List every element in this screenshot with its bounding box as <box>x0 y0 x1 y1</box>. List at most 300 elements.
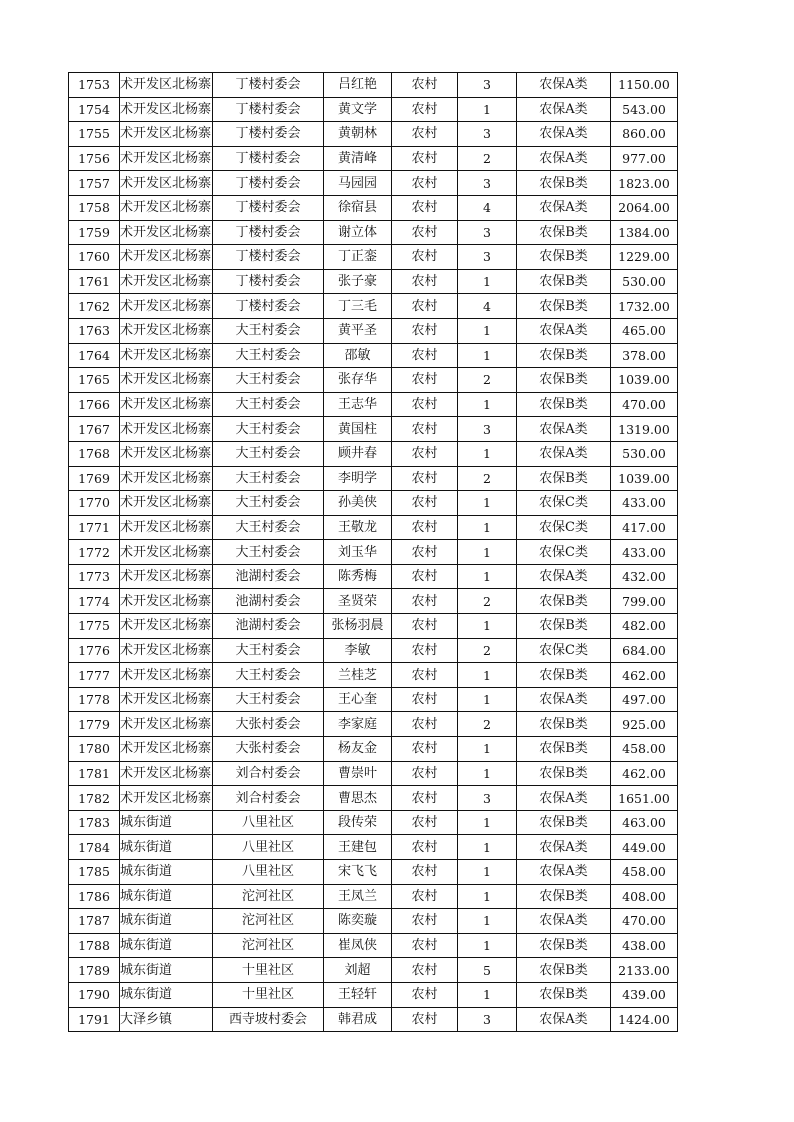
table-row <box>69 146 678 171</box>
cell-town: 术开发区北杨寨 <box>120 441 213 466</box>
cell-town: 大泽乡镇 <box>120 1007 213 1032</box>
cell-category: 农保A类 <box>517 146 611 171</box>
cell-amount: 543.00 <box>611 97 678 122</box>
cell-amount: 1823.00 <box>611 171 678 196</box>
cell-index: 1778 <box>69 687 120 712</box>
table-row <box>69 220 678 245</box>
cell-index: 1789 <box>69 958 120 983</box>
table-row <box>69 737 678 762</box>
cell-category: 农保B类 <box>517 810 611 835</box>
cell-village: 刘合村委会 <box>213 786 324 811</box>
cell-town: 术开发区北杨寨 <box>120 146 213 171</box>
cell-village: 大王村委会 <box>213 491 324 516</box>
cell-town: 术开发区北杨寨 <box>120 417 213 442</box>
cell-index: 1790 <box>69 982 120 1007</box>
cell-index: 1791 <box>69 1007 120 1032</box>
cell-category: 农保A类 <box>517 909 611 934</box>
cell-index: 1765 <box>69 368 120 393</box>
cell-index: 1764 <box>69 343 120 368</box>
cell-category: 农保A类 <box>517 417 611 442</box>
cell-town: 术开发区北杨寨 <box>120 515 213 540</box>
cell-amount: 1039.00 <box>611 466 678 491</box>
table-row <box>69 97 678 122</box>
cell-name: 顾井春 <box>324 441 392 466</box>
cell-village: 丁楼村委会 <box>213 220 324 245</box>
cell-type: 农村 <box>392 417 458 442</box>
cell-count: 1 <box>458 663 517 688</box>
cell-type: 农村 <box>392 220 458 245</box>
cell-village: 大王村委会 <box>213 441 324 466</box>
cell-amount: 432.00 <box>611 564 678 589</box>
cell-count: 3 <box>458 220 517 245</box>
cell-village: 池湖村委会 <box>213 589 324 614</box>
table-row <box>69 982 678 1007</box>
cell-name: 王敬龙 <box>324 515 392 540</box>
cell-name: 丁三毛 <box>324 294 392 319</box>
cell-name: 李敏 <box>324 638 392 663</box>
cell-count: 1 <box>458 687 517 712</box>
cell-index: 1757 <box>69 171 120 196</box>
cell-count: 2 <box>458 638 517 663</box>
cell-category: 农保A类 <box>517 1007 611 1032</box>
cell-town: 术开发区北杨寨 <box>120 343 213 368</box>
cell-town: 术开发区北杨寨 <box>120 97 213 122</box>
cell-count: 1 <box>458 761 517 786</box>
cell-village: 大张村委会 <box>213 737 324 762</box>
cell-index: 1762 <box>69 294 120 319</box>
table-row <box>69 687 678 712</box>
cell-name: 黄清峰 <box>324 146 392 171</box>
table-row <box>69 589 678 614</box>
cell-index: 1777 <box>69 663 120 688</box>
cell-type: 农村 <box>392 368 458 393</box>
cell-village: 八里社区 <box>213 810 324 835</box>
cell-village: 丁楼村委会 <box>213 245 324 270</box>
cell-type: 农村 <box>392 860 458 885</box>
cell-amount: 439.00 <box>611 982 678 1007</box>
cell-amount: 530.00 <box>611 441 678 466</box>
cell-amount: 438.00 <box>611 933 678 958</box>
cell-name: 黄朝林 <box>324 122 392 147</box>
cell-amount: 497.00 <box>611 687 678 712</box>
cell-amount: 463.00 <box>611 810 678 835</box>
cell-index: 1774 <box>69 589 120 614</box>
cell-village: 大王村委会 <box>213 466 324 491</box>
cell-count: 3 <box>458 245 517 270</box>
cell-amount: 417.00 <box>611 515 678 540</box>
cell-type: 农村 <box>392 884 458 909</box>
cell-village: 大王村委会 <box>213 343 324 368</box>
cell-count: 5 <box>458 958 517 983</box>
cell-category: 农保B类 <box>517 392 611 417</box>
cell-amount: 1319.00 <box>611 417 678 442</box>
cell-name: 王轻轩 <box>324 982 392 1007</box>
cell-amount: 977.00 <box>611 146 678 171</box>
table-row <box>69 245 678 270</box>
table-row <box>69 343 678 368</box>
table-row <box>69 663 678 688</box>
cell-village: 丁楼村委会 <box>213 73 324 98</box>
cell-amount: 1039.00 <box>611 368 678 393</box>
cell-category: 农保B类 <box>517 933 611 958</box>
table-row <box>69 491 678 516</box>
cell-name: 马园园 <box>324 171 392 196</box>
cell-category: 农保B类 <box>517 368 611 393</box>
cell-town: 术开发区北杨寨 <box>120 663 213 688</box>
cell-village: 丁楼村委会 <box>213 195 324 220</box>
cell-index: 1766 <box>69 392 120 417</box>
cell-category: 农保C类 <box>517 638 611 663</box>
cell-village: 刘合村委会 <box>213 761 324 786</box>
cell-name: 兰桂芝 <box>324 663 392 688</box>
cell-town: 术开发区北杨寨 <box>120 220 213 245</box>
cell-village: 西寺坡村委会 <box>213 1007 324 1032</box>
cell-village: 大王村委会 <box>213 417 324 442</box>
cell-count: 2 <box>458 368 517 393</box>
cell-amount: 378.00 <box>611 343 678 368</box>
cell-type: 农村 <box>392 638 458 663</box>
cell-type: 农村 <box>392 687 458 712</box>
cell-amount: 2133.00 <box>611 958 678 983</box>
cell-count: 1 <box>458 835 517 860</box>
cell-type: 农村 <box>392 909 458 934</box>
cell-name: 谢立体 <box>324 220 392 245</box>
cell-category: 农保B类 <box>517 589 611 614</box>
cell-town: 术开发区北杨寨 <box>120 392 213 417</box>
cell-type: 农村 <box>392 614 458 639</box>
cell-name: 黄文学 <box>324 97 392 122</box>
cell-village: 大王村委会 <box>213 663 324 688</box>
cell-amount: 1651.00 <box>611 786 678 811</box>
cell-index: 1787 <box>69 909 120 934</box>
cell-category: 农保A类 <box>517 835 611 860</box>
cell-village: 大王村委会 <box>213 540 324 565</box>
cell-count: 1 <box>458 97 517 122</box>
cell-amount: 1229.00 <box>611 245 678 270</box>
cell-count: 1 <box>458 441 517 466</box>
cell-village: 池湖村委会 <box>213 564 324 589</box>
cell-town: 术开发区北杨寨 <box>120 687 213 712</box>
cell-village: 丁楼村委会 <box>213 294 324 319</box>
cell-type: 农村 <box>392 564 458 589</box>
cell-town: 术开发区北杨寨 <box>120 318 213 343</box>
table-row <box>69 958 678 983</box>
cell-category: 农保B类 <box>517 245 611 270</box>
cell-name: 陈奕璇 <box>324 909 392 934</box>
cell-name: 徐宿县 <box>324 195 392 220</box>
cell-town: 术开发区北杨寨 <box>120 269 213 294</box>
cell-type: 农村 <box>392 171 458 196</box>
cell-village: 大王村委会 <box>213 687 324 712</box>
cell-town: 术开发区北杨寨 <box>120 491 213 516</box>
cell-name: 李家庭 <box>324 712 392 737</box>
cell-amount: 462.00 <box>611 663 678 688</box>
cell-type: 农村 <box>392 810 458 835</box>
cell-type: 农村 <box>392 269 458 294</box>
cell-type: 农村 <box>392 97 458 122</box>
cell-category: 农保B类 <box>517 171 611 196</box>
cell-index: 1756 <box>69 146 120 171</box>
table-row <box>69 884 678 909</box>
cell-town: 术开发区北杨寨 <box>120 195 213 220</box>
table-row <box>69 761 678 786</box>
cell-village: 丁楼村委会 <box>213 122 324 147</box>
cell-town: 术开发区北杨寨 <box>120 737 213 762</box>
cell-type: 农村 <box>392 343 458 368</box>
cell-index: 1760 <box>69 245 120 270</box>
cell-village: 丁楼村委会 <box>213 171 324 196</box>
cell-name: 丁正銮 <box>324 245 392 270</box>
cell-index: 1783 <box>69 810 120 835</box>
cell-amount: 799.00 <box>611 589 678 614</box>
table-row <box>69 195 678 220</box>
cell-name: 曹思杰 <box>324 786 392 811</box>
cell-category: 农保A类 <box>517 564 611 589</box>
cell-village: 大王村委会 <box>213 318 324 343</box>
cell-amount: 408.00 <box>611 884 678 909</box>
cell-index: 1768 <box>69 441 120 466</box>
cell-type: 农村 <box>392 933 458 958</box>
cell-category: 农保A类 <box>517 441 611 466</box>
cell-village: 丁楼村委会 <box>213 269 324 294</box>
cell-name: 崔凤侠 <box>324 933 392 958</box>
cell-count: 1 <box>458 343 517 368</box>
cell-index: 1755 <box>69 122 120 147</box>
cell-count: 1 <box>458 515 517 540</box>
cell-category: 农保B类 <box>517 294 611 319</box>
cell-category: 农保A类 <box>517 860 611 885</box>
cell-town: 术开发区北杨寨 <box>120 614 213 639</box>
table-row <box>69 318 678 343</box>
cell-village: 沱河社区 <box>213 884 324 909</box>
cell-name: 张杨羽晨 <box>324 614 392 639</box>
table-row <box>69 1007 678 1032</box>
cell-type: 农村 <box>392 195 458 220</box>
cell-index: 1776 <box>69 638 120 663</box>
cell-town: 城东街道 <box>120 860 213 885</box>
cell-category: 农保A类 <box>517 97 611 122</box>
cell-amount: 684.00 <box>611 638 678 663</box>
cell-count: 2 <box>458 466 517 491</box>
cell-town: 术开发区北杨寨 <box>120 245 213 270</box>
cell-type: 农村 <box>392 1007 458 1032</box>
cell-category: 农保B类 <box>517 220 611 245</box>
cell-village: 八里社区 <box>213 835 324 860</box>
cell-type: 农村 <box>392 146 458 171</box>
cell-index: 1769 <box>69 466 120 491</box>
cell-name: 张子豪 <box>324 269 392 294</box>
cell-amount: 433.00 <box>611 540 678 565</box>
cell-village: 池湖村委会 <box>213 614 324 639</box>
cell-count: 1 <box>458 540 517 565</box>
cell-count: 1 <box>458 982 517 1007</box>
cell-amount: 482.00 <box>611 614 678 639</box>
cell-village: 沱河社区 <box>213 933 324 958</box>
cell-village: 沱河社区 <box>213 909 324 934</box>
cell-town: 城东街道 <box>120 810 213 835</box>
cell-type: 农村 <box>392 122 458 147</box>
cell-count: 1 <box>458 392 517 417</box>
cell-name: 韩君成 <box>324 1007 392 1032</box>
table-row <box>69 269 678 294</box>
cell-category: 农保A类 <box>517 195 611 220</box>
cell-type: 农村 <box>392 245 458 270</box>
cell-town: 术开发区北杨寨 <box>120 589 213 614</box>
cell-village: 十里社区 <box>213 958 324 983</box>
cell-town: 术开发区北杨寨 <box>120 540 213 565</box>
cell-count: 4 <box>458 294 517 319</box>
table-row <box>69 564 678 589</box>
cell-name: 刘超 <box>324 958 392 983</box>
table-row <box>69 614 678 639</box>
cell-name: 黄平圣 <box>324 318 392 343</box>
cell-category: 农保A类 <box>517 318 611 343</box>
cell-name: 圣贤荣 <box>324 589 392 614</box>
cell-category: 农保B类 <box>517 982 611 1007</box>
cell-type: 农村 <box>392 294 458 319</box>
cell-index: 1775 <box>69 614 120 639</box>
cell-village: 八里社区 <box>213 860 324 885</box>
cell-count: 1 <box>458 909 517 934</box>
cell-index: 1772 <box>69 540 120 565</box>
cell-category: 农保B类 <box>517 269 611 294</box>
cell-amount: 1384.00 <box>611 220 678 245</box>
cell-index: 1786 <box>69 884 120 909</box>
cell-town: 城东街道 <box>120 933 213 958</box>
cell-count: 3 <box>458 73 517 98</box>
cell-amount: 465.00 <box>611 318 678 343</box>
cell-name: 杨友金 <box>324 737 392 762</box>
cell-category: 农保C类 <box>517 540 611 565</box>
cell-type: 农村 <box>392 441 458 466</box>
cell-type: 农村 <box>392 663 458 688</box>
cell-amount: 462.00 <box>611 761 678 786</box>
cell-town: 术开发区北杨寨 <box>120 122 213 147</box>
records-table <box>68 72 678 1032</box>
table-row <box>69 515 678 540</box>
cell-town: 术开发区北杨寨 <box>120 171 213 196</box>
cell-count: 1 <box>458 884 517 909</box>
cell-index: 1753 <box>69 73 120 98</box>
cell-index: 1759 <box>69 220 120 245</box>
cell-village: 大王村委会 <box>213 515 324 540</box>
cell-village: 大王村委会 <box>213 368 324 393</box>
cell-count: 1 <box>458 269 517 294</box>
cell-count: 1 <box>458 810 517 835</box>
table-row <box>69 417 678 442</box>
table-row <box>69 786 678 811</box>
cell-type: 农村 <box>392 786 458 811</box>
cell-count: 1 <box>458 860 517 885</box>
cell-town: 术开发区北杨寨 <box>120 638 213 663</box>
cell-name: 黄国柱 <box>324 417 392 442</box>
cell-town: 术开发区北杨寨 <box>120 712 213 737</box>
cell-name: 邵敏 <box>324 343 392 368</box>
cell-index: 1780 <box>69 737 120 762</box>
cell-category: 农保B类 <box>517 343 611 368</box>
cell-category: 农保B类 <box>517 884 611 909</box>
cell-count: 1 <box>458 614 517 639</box>
cell-type: 农村 <box>392 466 458 491</box>
table-row <box>69 73 678 98</box>
cell-index: 1754 <box>69 97 120 122</box>
cell-amount: 449.00 <box>611 835 678 860</box>
cell-town: 术开发区北杨寨 <box>120 294 213 319</box>
table-row <box>69 368 678 393</box>
cell-index: 1763 <box>69 318 120 343</box>
cell-town: 术开发区北杨寨 <box>120 564 213 589</box>
cell-type: 农村 <box>392 515 458 540</box>
cell-town: 城东街道 <box>120 884 213 909</box>
cell-amount: 1150.00 <box>611 73 678 98</box>
cell-category: 农保A类 <box>517 73 611 98</box>
cell-index: 1773 <box>69 564 120 589</box>
cell-index: 1767 <box>69 417 120 442</box>
cell-type: 农村 <box>392 589 458 614</box>
cell-amount: 530.00 <box>611 269 678 294</box>
cell-count: 1 <box>458 737 517 762</box>
cell-count: 3 <box>458 171 517 196</box>
cell-name: 王建包 <box>324 835 392 860</box>
cell-name: 王心奎 <box>324 687 392 712</box>
cell-type: 农村 <box>392 540 458 565</box>
table-row <box>69 466 678 491</box>
cell-name: 孙美侠 <box>324 491 392 516</box>
cell-town: 城东街道 <box>120 835 213 860</box>
cell-type: 农村 <box>392 958 458 983</box>
table-row <box>69 810 678 835</box>
cell-index: 1761 <box>69 269 120 294</box>
cell-village: 大张村委会 <box>213 712 324 737</box>
cell-town: 术开发区北杨寨 <box>120 368 213 393</box>
cell-category: 农保C类 <box>517 491 611 516</box>
cell-category: 农保A类 <box>517 786 611 811</box>
cell-category: 农保A类 <box>517 687 611 712</box>
cell-index: 1771 <box>69 515 120 540</box>
cell-name: 陈秀梅 <box>324 564 392 589</box>
cell-type: 农村 <box>392 982 458 1007</box>
cell-amount: 925.00 <box>611 712 678 737</box>
table-row <box>69 933 678 958</box>
cell-index: 1781 <box>69 761 120 786</box>
cell-count: 1 <box>458 933 517 958</box>
cell-index: 1770 <box>69 491 120 516</box>
cell-amount: 433.00 <box>611 491 678 516</box>
cell-amount: 2064.00 <box>611 195 678 220</box>
cell-name: 刘玉华 <box>324 540 392 565</box>
cell-amount: 1424.00 <box>611 1007 678 1032</box>
cell-category: 农保B类 <box>517 466 611 491</box>
cell-amount: 860.00 <box>611 122 678 147</box>
cell-type: 农村 <box>392 392 458 417</box>
cell-count: 2 <box>458 712 517 737</box>
table-row <box>69 122 678 147</box>
table-row <box>69 441 678 466</box>
cell-count: 3 <box>458 122 517 147</box>
table-row <box>69 638 678 663</box>
table-row <box>69 540 678 565</box>
cell-name: 王志华 <box>324 392 392 417</box>
cell-count: 4 <box>458 195 517 220</box>
cell-category: 农保B类 <box>517 761 611 786</box>
cell-count: 1 <box>458 491 517 516</box>
cell-type: 农村 <box>392 835 458 860</box>
cell-amount: 1732.00 <box>611 294 678 319</box>
cell-amount: 470.00 <box>611 909 678 934</box>
cell-town: 术开发区北杨寨 <box>120 73 213 98</box>
cell-name: 张存华 <box>324 368 392 393</box>
cell-category: 农保B类 <box>517 737 611 762</box>
